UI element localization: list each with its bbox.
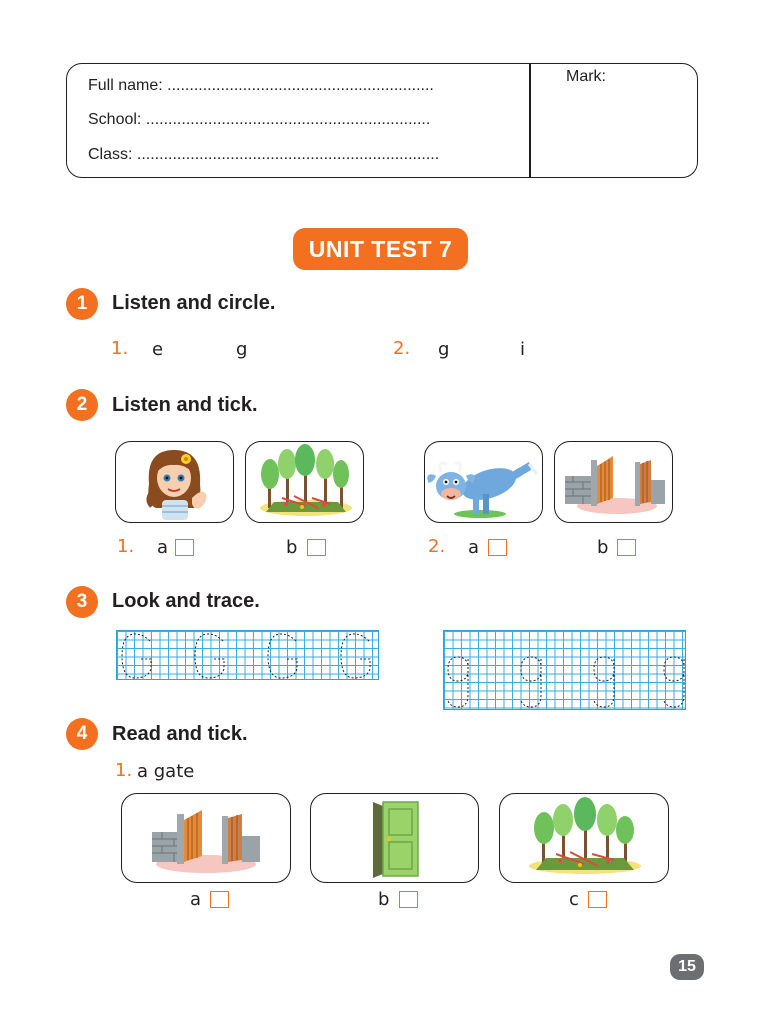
mark-label: Mark:	[566, 68, 606, 85]
ex4-garden-picture	[499, 793, 669, 883]
ex1-item-1-letter-g[interactable]: g	[236, 339, 248, 360]
girl-waving-picture	[115, 441, 234, 523]
exercise-4-number: 4	[66, 718, 98, 750]
page-number-badge: 15	[670, 954, 704, 980]
ex4-option-a: a	[190, 889, 202, 910]
ex4-option-b: b	[378, 889, 390, 910]
garden-picture	[245, 441, 364, 523]
ex2-item-1-tickbox-b[interactable]	[307, 539, 326, 556]
ex4-door-picture	[310, 793, 479, 883]
info-divider	[529, 64, 531, 177]
ex4-tickbox-b[interactable]	[399, 891, 418, 908]
exercise-3-number: 3	[66, 586, 98, 618]
ex1-item-2-letter-g[interactable]: g	[438, 339, 450, 360]
ex2-item-1-option-b: b	[286, 537, 298, 558]
exercise-1-title: Listen and circle.	[112, 292, 276, 314]
ex2-item-1-option-a: a	[157, 537, 169, 558]
ex2-item-2-option-a: a	[468, 537, 480, 558]
ex2-item-2-option-b: b	[597, 537, 609, 558]
ex1-item-2-letter-i[interactable]: i	[520, 339, 526, 360]
class-field[interactable]: Class: ....................................................................	[88, 146, 440, 163]
ex4-gate-picture	[121, 793, 291, 883]
ex2-item-1-number: 1.	[117, 536, 135, 557]
exercise-2-title: Listen and tick.	[112, 394, 258, 416]
ex4-item-1-number: 1.	[115, 760, 133, 781]
ex2-item-2-tickbox-b[interactable]	[617, 539, 636, 556]
school-field[interactable]: School: ................................................................	[88, 111, 431, 128]
open-gate-picture	[554, 441, 673, 523]
full-name-field[interactable]: Full name: ............................................................	[88, 77, 434, 94]
ex1-item-2-number: 2.	[393, 338, 411, 359]
ex2-item-1-tickbox-a[interactable]	[175, 539, 194, 556]
exercise-3-title: Look and trace.	[112, 590, 260, 612]
ex1-item-1-number: 1.	[111, 338, 129, 359]
exercise-4-title: Read and tick.	[112, 723, 248, 745]
ex4-tickbox-a[interactable]	[210, 891, 229, 908]
ex2-item-2-number: 2.	[428, 536, 446, 557]
exercise-2-number: 2	[66, 389, 98, 421]
ex2-item-2-tickbox-a[interactable]	[488, 539, 507, 556]
page-title: UNIT TEST 7	[293, 228, 468, 270]
trace-grid-lowercase-g[interactable]	[443, 630, 686, 710]
ex4-item-1-text: a gate	[137, 761, 195, 782]
ex4-tickbox-c[interactable]	[588, 891, 607, 908]
ex4-option-c: c	[569, 889, 579, 910]
ex1-item-1-letter-e[interactable]: e	[152, 339, 164, 360]
trace-grid-uppercase-g[interactable]	[116, 630, 379, 680]
exercise-1-number: 1	[66, 288, 98, 320]
goat-kicking-picture	[424, 441, 543, 523]
